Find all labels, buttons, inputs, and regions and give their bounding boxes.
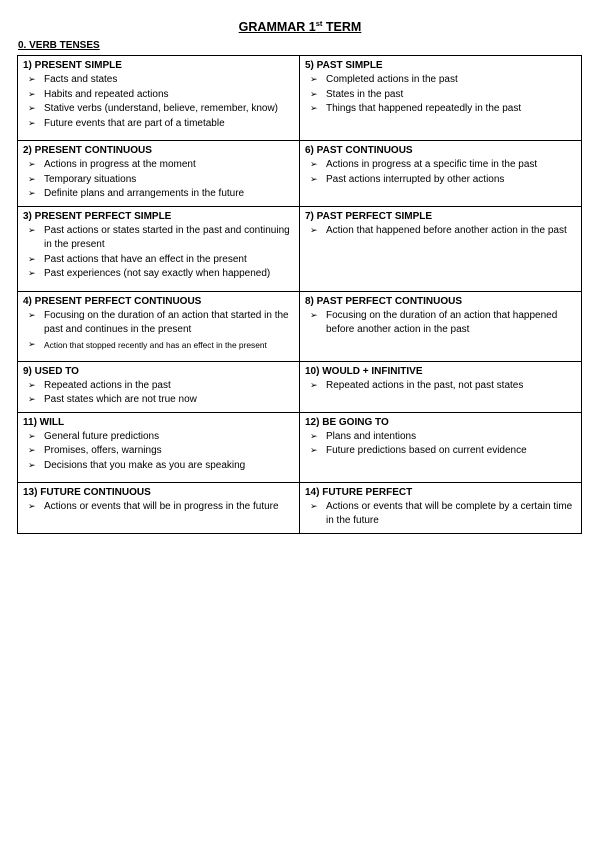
list-item bbox=[23, 444, 294, 459]
arrow-bullet-icon: ➢ bbox=[28, 395, 36, 405]
list-item bbox=[305, 73, 576, 88]
usage-list bbox=[23, 158, 294, 202]
list-item-text: Past experiences (not say exactly when happened) bbox=[44, 268, 271, 279]
tense-cell bbox=[18, 206, 300, 291]
list-item bbox=[305, 379, 576, 394]
tense-cell bbox=[18, 291, 300, 361]
usage-list bbox=[305, 500, 576, 529]
arrow-bullet-icon: ➢ bbox=[310, 174, 318, 185]
list-item bbox=[305, 500, 576, 529]
usage-list bbox=[23, 430, 294, 474]
list-item-text: Action that stopped recently and has an effect in the present bbox=[44, 339, 267, 350]
list-item bbox=[23, 500, 294, 515]
tense-title: 12) BE GOING TO bbox=[305, 416, 389, 428]
arrow-bullet-icon: ➢ bbox=[28, 269, 36, 279]
list-item-text: Actions or events that will be in progress in the future bbox=[44, 500, 279, 512]
list-item-text: Decisions that you make as you are speaking bbox=[44, 459, 246, 471]
usage-list bbox=[305, 430, 576, 459]
list-item-text: Past actions that have an effect in the present bbox=[44, 253, 247, 265]
tense-cell bbox=[300, 141, 582, 207]
tense-cell bbox=[18, 361, 300, 412]
list-item bbox=[305, 430, 576, 445]
list-item-text: Past actions or states started in the past and continuing in the present bbox=[44, 224, 290, 250]
list-item-text: Definite plans and arrangements in the future bbox=[44, 188, 245, 199]
tense-title: 9) USED TO bbox=[23, 365, 79, 377]
arrow-bullet-icon: ➢ bbox=[28, 160, 36, 170]
list-item-text: Repeated actions in the past bbox=[44, 379, 171, 391]
arrow-bullet-icon: ➢ bbox=[28, 189, 36, 199]
tense-title: 13) FUTURE CONTINUOUS bbox=[23, 486, 151, 498]
verb-tenses-table bbox=[17, 55, 582, 534]
list-item-text: Facts and states bbox=[44, 74, 118, 85]
title-superscript: st bbox=[315, 19, 323, 28]
list-item bbox=[23, 253, 294, 268]
arrow-bullet-icon: ➢ bbox=[28, 104, 36, 114]
usage-list bbox=[23, 379, 294, 408]
arrow-bullet-icon: ➢ bbox=[28, 89, 36, 100]
tense-title: 2) PRESENT CONTINUOUS bbox=[23, 145, 152, 156]
table-row bbox=[18, 291, 582, 361]
tense-cell bbox=[18, 482, 300, 533]
arrow-bullet-icon: ➢ bbox=[310, 104, 318, 114]
arrow-bullet-icon: ➢ bbox=[310, 446, 318, 456]
page-title bbox=[0, 20, 600, 34]
list-item bbox=[23, 187, 294, 202]
list-item bbox=[305, 309, 576, 338]
tense-title: 4) PRESENT PERFECT CONTINUOUS bbox=[23, 295, 202, 307]
tense-cell bbox=[300, 361, 582, 412]
list-item-text: Focusing on the duration of an action that started in the past and continues in the present bbox=[44, 309, 289, 335]
list-item-text: Past actions interrupted by other actions bbox=[326, 173, 505, 185]
list-item-text: States in the past bbox=[326, 88, 404, 100]
list-item bbox=[305, 88, 576, 103]
list-item-text: Actions in progress at the moment bbox=[44, 159, 196, 170]
list-item bbox=[23, 459, 294, 474]
list-item bbox=[305, 158, 576, 173]
arrow-bullet-icon: ➢ bbox=[28, 460, 36, 471]
arrow-bullet-icon: ➢ bbox=[28, 174, 36, 185]
usage-list bbox=[23, 309, 294, 353]
tense-title: 1) PRESENT SIMPLE bbox=[23, 60, 122, 71]
usage-list bbox=[23, 224, 294, 282]
list-item-text: Things that happened repeatedly in the past bbox=[326, 103, 522, 114]
list-item-text: Completed actions in the past bbox=[326, 74, 458, 85]
list-item bbox=[23, 224, 294, 253]
list-item bbox=[305, 173, 576, 188]
list-item-text: Stative verbs (understand, believe, remember, know) bbox=[44, 103, 278, 114]
tense-cell bbox=[300, 482, 582, 533]
list-item bbox=[305, 102, 576, 117]
list-item bbox=[23, 102, 294, 117]
tense-cell bbox=[300, 206, 582, 291]
list-item bbox=[23, 309, 294, 338]
table-row bbox=[18, 141, 582, 207]
tense-cell bbox=[18, 412, 300, 482]
list-item bbox=[23, 379, 294, 394]
usage-list bbox=[305, 224, 576, 239]
list-item bbox=[23, 393, 294, 408]
arrow-bullet-icon: ➢ bbox=[310, 89, 318, 100]
arrow-bullet-icon: ➢ bbox=[28, 380, 36, 391]
tense-title: 3) PRESENT PERFECT SIMPLE bbox=[23, 210, 172, 222]
list-item bbox=[23, 117, 294, 132]
tense-cell bbox=[300, 291, 582, 361]
arrow-bullet-icon: ➢ bbox=[28, 75, 36, 85]
list-item-text: Temporary situations bbox=[44, 173, 137, 185]
usage-list bbox=[23, 500, 294, 515]
arrow-bullet-icon: ➢ bbox=[310, 225, 318, 236]
title-text: GRAMMAR 1 bbox=[238, 20, 316, 34]
table-row bbox=[18, 206, 582, 291]
usage-list bbox=[305, 158, 576, 187]
list-item-text: Future predictions based on current evidence bbox=[326, 445, 527, 456]
list-item-text: Action that happened before another action in the past bbox=[326, 224, 567, 236]
table-row bbox=[18, 361, 582, 412]
list-item-text: General future predictions bbox=[44, 430, 160, 442]
arrow-bullet-icon: ➢ bbox=[310, 431, 318, 442]
usage-list bbox=[23, 73, 294, 131]
list-item-text: Promises, offers, warnings bbox=[44, 445, 162, 456]
list-item-text: Repeated actions in the past, not past states bbox=[326, 379, 524, 391]
tense-cell bbox=[300, 56, 582, 141]
arrow-bullet-icon: ➢ bbox=[310, 310, 318, 321]
arrow-bullet-icon: ➢ bbox=[28, 118, 36, 129]
arrow-bullet-icon: ➢ bbox=[28, 431, 36, 442]
section-heading: 0. VERB TENSES bbox=[18, 40, 100, 51]
tense-title: 8) PAST PERFECT CONTINUOUS bbox=[305, 295, 463, 307]
list-item bbox=[23, 158, 294, 173]
table-row bbox=[18, 482, 582, 533]
arrow-bullet-icon: ➢ bbox=[28, 339, 36, 350]
list-item-text: Focusing on the duration of an action that happened before another action in the past bbox=[326, 309, 558, 335]
list-item bbox=[305, 444, 576, 459]
tense-cell bbox=[300, 412, 582, 482]
list-item-text: Future events that are part of a timetable bbox=[44, 117, 225, 129]
table-row bbox=[18, 56, 582, 141]
table-row bbox=[18, 412, 582, 482]
arrow-bullet-icon: ➢ bbox=[310, 75, 318, 85]
list-item bbox=[305, 224, 576, 239]
list-item bbox=[23, 338, 294, 353]
tense-title: 10) WOULD + INFINITIVE bbox=[305, 365, 423, 377]
arrow-bullet-icon: ➢ bbox=[28, 310, 36, 321]
tense-cell bbox=[18, 56, 300, 141]
list-item bbox=[23, 88, 294, 103]
list-item bbox=[23, 267, 294, 282]
tense-title: 6) PAST CONTINUOUS bbox=[305, 145, 413, 156]
usage-list bbox=[305, 379, 576, 394]
arrow-bullet-icon: ➢ bbox=[310, 380, 318, 391]
tense-title: 5) PAST SIMPLE bbox=[305, 60, 383, 71]
arrow-bullet-icon: ➢ bbox=[28, 254, 36, 265]
tense-title: 14) FUTURE PERFECT bbox=[305, 486, 413, 498]
tense-cell bbox=[18, 141, 300, 207]
list-item bbox=[23, 430, 294, 445]
list-item bbox=[23, 73, 294, 88]
list-item-text: Actions or events that will be complete by a certain time in the future bbox=[326, 500, 573, 526]
list-item-text: Past states which are not true now bbox=[44, 394, 197, 405]
arrow-bullet-icon: ➢ bbox=[310, 160, 318, 170]
title-suffix: TERM bbox=[322, 20, 362, 34]
arrow-bullet-icon: ➢ bbox=[28, 225, 36, 236]
arrow-bullet-icon: ➢ bbox=[310, 501, 318, 512]
list-item bbox=[23, 173, 294, 188]
usage-list bbox=[305, 73, 576, 117]
tense-title: 7) PAST PERFECT SIMPLE bbox=[305, 210, 433, 222]
usage-list bbox=[305, 309, 576, 338]
arrow-bullet-icon: ➢ bbox=[28, 446, 36, 456]
list-item-text: Actions in progress at a specific time in the past bbox=[326, 159, 538, 170]
list-item-text: Plans and intentions bbox=[326, 430, 417, 442]
tense-title: 11) WILL bbox=[23, 416, 65, 428]
arrow-bullet-icon: ➢ bbox=[28, 501, 36, 512]
list-item-text: Habits and repeated actions bbox=[44, 88, 169, 100]
